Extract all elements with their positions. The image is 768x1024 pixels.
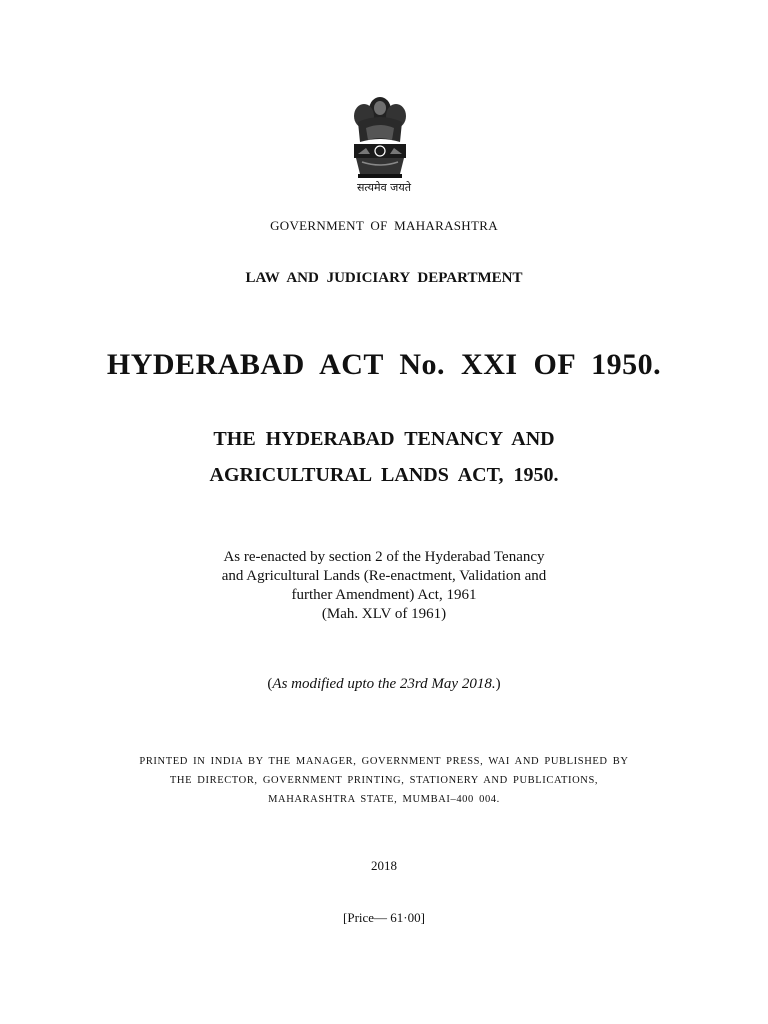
- act-name-line-2: AGRICULTURAL LANDS ACT, 1950.: [209, 464, 559, 486]
- national-emblem-icon: [340, 92, 420, 194]
- government-header: GOVERNMENT OF MAHARASHTRA: [270, 218, 498, 233]
- reenactment-note: [0, 548, 768, 624]
- imprint-line: MAHARASHTRA STATE, MUMBAI–400 004.: [268, 794, 500, 805]
- act-title: HYDERABAD ACT No. XXI OF 1950.: [106, 348, 662, 381]
- reenactment-line: further Amendment) Act, 1961: [291, 587, 477, 603]
- imprint-line: THE DIRECTOR, GOVERNMENT PRINTING, STATIONERY AND PUBLICATIONS,: [169, 775, 599, 786]
- department-header: LAW AND JUDICIARY DEPARTMENT: [245, 270, 523, 286]
- emblem-motto: सत्यमेव जयते: [356, 181, 411, 194]
- modification-text: As modified upto the 23rd May 2018.: [272, 676, 496, 692]
- publication-year: 2018: [371, 858, 397, 873]
- paren-open: (: [267, 676, 273, 692]
- price-label: [Price— 61·00]: [343, 910, 425, 925]
- reenactment-line: (Mah. XLV of 1961): [321, 606, 447, 622]
- paren-close: ): [495, 676, 501, 692]
- imprint-line: PRINTED IN INDIA BY THE MANAGER, GOVERNMENT PRESS, WAI AND PUBLISHED BY: [139, 756, 629, 767]
- printer-imprint: [0, 752, 768, 809]
- modification-note: [0, 676, 768, 693]
- act-name-line-1: THE HYDERABAD TENANCY AND: [213, 428, 555, 450]
- reenactment-line: As re-enacted by section 2 of the Hyderabad Tenancy: [223, 549, 545, 565]
- reenactment-line: and Agricultural Lands (Re-enactment, Validation and: [221, 568, 547, 584]
